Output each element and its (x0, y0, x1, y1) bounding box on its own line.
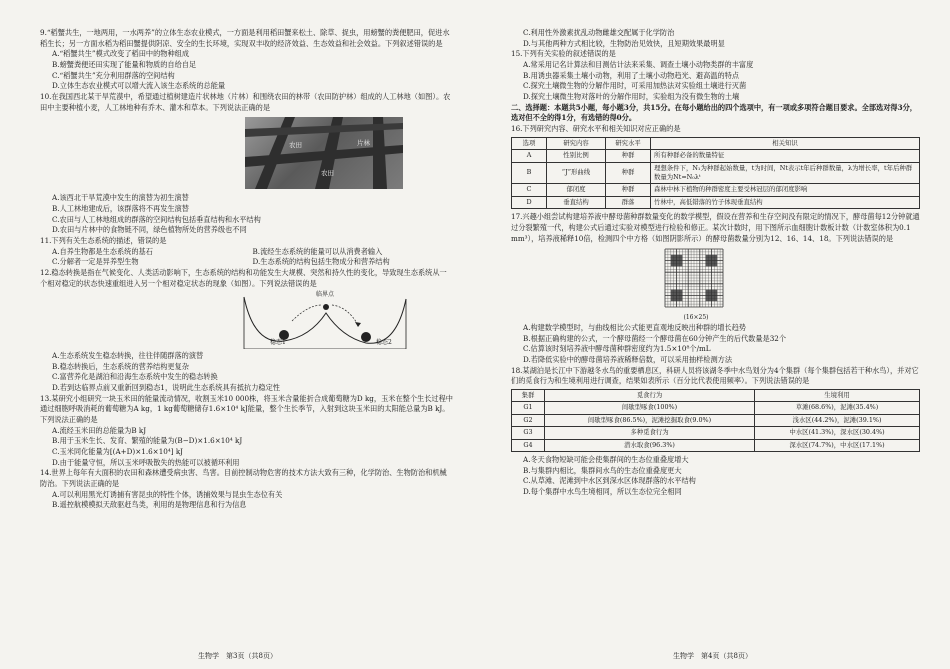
q15-option-d: D.探究土壤微生物对落叶的分解作用时，实验组为没有微生物的土壤 (523, 91, 740, 101)
q9-option-b: B.螃蟹粪便还田实现了能量和物质的自给自足 (52, 59, 197, 69)
q18-stem: 18.某湖泊是长江中下游越冬水鸟的重要栖息区，科研人员将该湖冬季中水鸟划分为4个集群（每个集群包括若干种水鸟），并对它们的觅食行为和生境利用进行调查，结果如表所示（百分比代表使用频率）。下列说法错误的是 (511, 365, 919, 386)
q11-options-row2 (40, 257, 453, 268)
q11-option-b: B.流经生态系统的能量可以从消费者输入 (252, 246, 383, 256)
table-row (512, 414, 920, 426)
table-cell: 种群 (606, 150, 651, 162)
forest-label: 片林 (357, 139, 370, 148)
critical-point-label: 临界点 (316, 291, 335, 299)
q10-figure-forest-photo (245, 117, 403, 189)
q12-figure-valley (240, 291, 410, 349)
table-row (512, 196, 920, 208)
q15-option-b: B.用诱虫器采集土壤小动物，利用了土壤小动物趋光、避高温的特点 (523, 70, 740, 80)
farm-label-2: 农田 (321, 169, 334, 178)
q10-option-a: A.该西北干旱荒漠中发生的演替为初生演替 (52, 193, 189, 203)
table-cell: B (512, 162, 547, 184)
table-cell: 中水区(41.3%)，深水区(30.4%) (754, 427, 919, 439)
q10-option-c: C.农田与人工林地组成的群落的空间结构包括垂直结构和水平结构 (52, 214, 261, 224)
table-cell: 理想条件下，N₁为种群起始数量，t为时间，Nt表示t年后种群数量，λ为增长率，t年后种群数量为Nt=N₀λᵗ (651, 162, 920, 184)
table-cell: 种群 (606, 162, 651, 184)
state1-label: 稳态1 (270, 339, 286, 347)
table-cell: D (512, 196, 547, 208)
section-2-heading: 二、选择题：本题共5小题，每小题3分，共15分。在每小题给出的四个选项中，有一项或多项符合题目要求。全部选对得3分，选对但不全的得1分，有选错的得0分。 (511, 102, 917, 123)
table-row (512, 162, 920, 184)
q13-option-a: A.流经玉米田的总能量为B kJ (52, 425, 147, 435)
table-cell: 间歇型啄食(86.5%)，泥滩挖掘取食(9.0%) (545, 414, 755, 426)
table-row (512, 439, 920, 451)
q17-option-b: B.根据正确构建的公式，一个酵母菌经一个酵母菌在60分钟产生的后代数量是32个 (523, 333, 787, 343)
q12-option-d: D.若到达临界点前又重新回到稳态1，说明此生态系统具有抵抗力稳定性 (52, 383, 280, 393)
q9-option-d: D.立体生态农业模式可以增大流入该生态系统的总能量 (52, 81, 226, 91)
q15-option-c: C.探究土壤微生物的分解作用时，可采用加热法对实验组土壤进行灭菌 (523, 81, 747, 91)
q18-option-d: D.每个集群中水鸟生境相同，所以生态位完全相同 (523, 487, 682, 497)
table-row (512, 150, 920, 162)
q10-option-d: D.农田与片林中的食物链不同，绿色植物所处的营养级也不同 (52, 225, 247, 235)
table-row (512, 184, 920, 196)
q11-stem: 11.下列有关生态系统的描述，错误的是 (40, 235, 167, 245)
page-4-footer: 生物学 第4页（共8页） (673, 651, 752, 660)
q13-option-d: D.由于能量守恒，所以玉米呼吸散失的热能可以被循环利用 (52, 457, 240, 467)
q17-option-a: A.构建数学模型时，与曲线相比公式能更直观地反映出种群的增长趋势 (523, 322, 747, 332)
table-cell: 性别比例 (547, 150, 606, 162)
q14-option-c: C.利用性外激素扰乱动物雌雄交配属于化学防治 (523, 28, 675, 37)
table-row (512, 402, 920, 414)
q18-header-cell: 生境利用 (754, 389, 919, 401)
q16-header-cell: 研究水平 (606, 137, 651, 149)
q15-stem: 15.下列有关实验的叙述错误的是 (511, 49, 616, 59)
table-cell: G3 (512, 427, 545, 439)
q16-header-cell: 相关知识 (651, 137, 920, 149)
table-cell: 浅水区(44.2%)，泥滩(39.1%) (754, 414, 919, 426)
q13-option-b: B.用于玉米生长、发育、繁殖的能量为(B−D)×1.6×10⁴ kJ (52, 436, 243, 446)
q14-option-a: A.可以利用黑光灯诱捕有害昆虫的特性个体，诱捕效果与昆虫生态位有关 (52, 489, 283, 499)
q18-table (511, 389, 920, 452)
q12-option-a: A.生态系统发生稳态转换，往往伴随群落的演替 (52, 351, 204, 361)
table-cell: 草滩(68.6%)，泥滩(35.4%) (754, 402, 919, 414)
table-cell: 深水区(74.7%)，中水区(17.1%) (754, 439, 919, 451)
table-cell: “J”形曲线 (547, 162, 606, 184)
q16-stem: 16.下列研究内容、研究水平和相关知识对应正确的是 (511, 123, 681, 133)
q14-option-b: B.遥控航模模拟天敌驱赶鸟类，利用的是物理信息和行为信息 (52, 500, 247, 510)
table-cell: 所有种群必备的数量特征 (651, 150, 920, 162)
q17-stem: 17.兴趣小组尝试构建培养液中酵母菌种群数量变化的数学模型，假设在营养和生存空间没有限定的情况下，酵母菌每12分钟就通过分裂繁殖一代，构建公式后通过实验对模型进行检验和修正。某次计数时，用下图所示血细胞计数板计数（计数室体积为0.1 mm³），培养液稀释10倍，检测四个中方格（如图阴影所示）的酵母菌数量分别为12、16、14、18。下列说法错误的是 (511, 212, 920, 243)
table-cell: A (512, 150, 547, 162)
q12-option-b: B.稳态转换后，生态系统的营养结构更复杂 (52, 361, 189, 371)
page-4 (475, 0, 950, 669)
q12-option-c: C.富营养化是湖泊和沿海生态系统中发生的稳态转换 (52, 372, 218, 382)
state2-label: 稳态2 (376, 339, 392, 347)
q11-option-c: C.分解者一定是异养型生物 (52, 257, 139, 267)
q16-header-cell: 研究内容 (547, 137, 606, 149)
q11-option-d: D.生态系统的结构包括生物成分和营养结构 (252, 257, 390, 267)
table-cell: 种群 (606, 184, 651, 196)
table-row (512, 427, 920, 439)
q18-header-cell: 觅食行为 (545, 389, 755, 401)
q18-header-cell: 集群 (512, 389, 545, 401)
table-cell: 垂直结构 (547, 196, 606, 208)
table-cell: 多种觅食行为 (545, 427, 755, 439)
q9-option-c: C.“稻蟹共生”充分利用群落的空间结构 (52, 70, 175, 80)
table-cell: C (512, 184, 547, 196)
table-cell: 群落 (606, 196, 651, 208)
table-cell: 郁闭度 (547, 184, 606, 196)
table-cell: G4 (512, 439, 545, 451)
q13-stem: 13.某研究小组研究一块玉米田的能量流动情况，收割玉米10 000株，将玉米含量能折合成葡萄糖为D kg，玉米在整个生长过程中通过细胞呼吸消耗的葡萄糖为A kg，1 kg葡萄糖储存1.6×10⁴ kJ能量，整个生长季节，入射到这块玉米田的太阳能总量为B kJ。下列说法正确的是 (40, 393, 453, 425)
table-cell: G1 (512, 402, 545, 414)
q10-option-b: B.人工林地建成后，该群落将不再发生演替 (52, 203, 189, 213)
q14-stem: 14.世界上每年有大面积的农田和森林遭受病虫害、鸟害。目前控制动物危害的技术方法大致有三种，化学防治、生物防治和机械防治。下列说法正确的是 (40, 468, 447, 489)
table-cell: 竹林中，高低错落的竹子体现垂直结构 (651, 196, 920, 208)
page-3-footer: 生物学 第3页（共8页） (198, 651, 277, 660)
q17-option-d: D.若降低实验中的酵母菌培养液稀释倍数，可以采用抽样检测方法 (523, 354, 733, 364)
q10-stem: 10.在我国西北某干旱荒漠中，希望通过植树建造片状林地（片林）和围绕农田的林带（农田防护林）组成的人工林地（如图）。农田中主要种植小麦，人工林地种有乔木、灌木和草本。下列说法正确的是 (40, 91, 451, 112)
q16-table (511, 137, 920, 210)
q18-option-a: A.冬天食物短缺可能会使集群间的生态位重叠度增大 (523, 455, 689, 465)
q14-option-d: D.与其他两种方式相比较，生物防治见效快，且短期效果最明显 (523, 38, 725, 48)
q9-option-a: A.“稻蟹共生”模式改变了稻田中的物种组成 (52, 49, 190, 59)
q18-header-row (512, 389, 920, 401)
q17-option-c: C.估算该时刻培养液中酵母菌种群密度约为1.5×10⁸个/mL (523, 344, 711, 354)
table-cell: 间歇型啄食(100%) (545, 402, 755, 414)
q13-option-c: C.玉米同化能量为[(A+D)×1.6×10⁴] kJ (52, 447, 184, 457)
table-cell: 潜水取食(96.3%) (545, 439, 755, 451)
table-cell: 森林中林下植物的种群密度主要受林冠层的郁闭度影响 (651, 184, 920, 196)
q12-stem: 12.稳态转换是指在气候变化、人类活动影响下，生态系统的结构和功能发生大规模、突然和持久性的变化，导致现生态系统从一个相对稳定的状态快速重组进入另一个相对稳定状态的现象（如图）。下列说法错误的是 (40, 267, 447, 288)
q17-figure-caption: (16×25) (683, 314, 709, 321)
q18-option-c: C.从草滩、泥滩到中水区到深水区体现群落的水平结构 (523, 476, 696, 486)
q16-header-row (512, 137, 920, 149)
q17-counting-chamber-figure (661, 247, 731, 313)
q15-option-a: A.常采用记名计算法和目测估计法来采集、调查土壤小动物类群的丰富度 (523, 59, 754, 69)
q9-stem: 9.“稻蟹共生，一地两用，一水两养”的立体生态农业模式，一方面是利用稻田蟹来松土、除草、捉虫，用螃蟹的粪便肥田，促进水稻生长；另一方面水稻为稻田蟹提供阴凉、安全的生长环境，实现双丰收的经济效益、生态效益和社会效益。下列叙述错误的是 (40, 28, 450, 48)
q18-option-b: B.与集群内相比，集群间水鸟的生态位重叠度更大 (523, 465, 682, 475)
q11-option-a: A.自养生物都是生态系统的基石 (52, 246, 153, 256)
farm-label-1: 农田 (289, 141, 302, 150)
hemocytometer-grid (661, 247, 731, 309)
q11-options-row1 (40, 247, 453, 258)
table-cell: G2 (512, 414, 545, 426)
q16-header-cell: 选项 (512, 137, 547, 149)
